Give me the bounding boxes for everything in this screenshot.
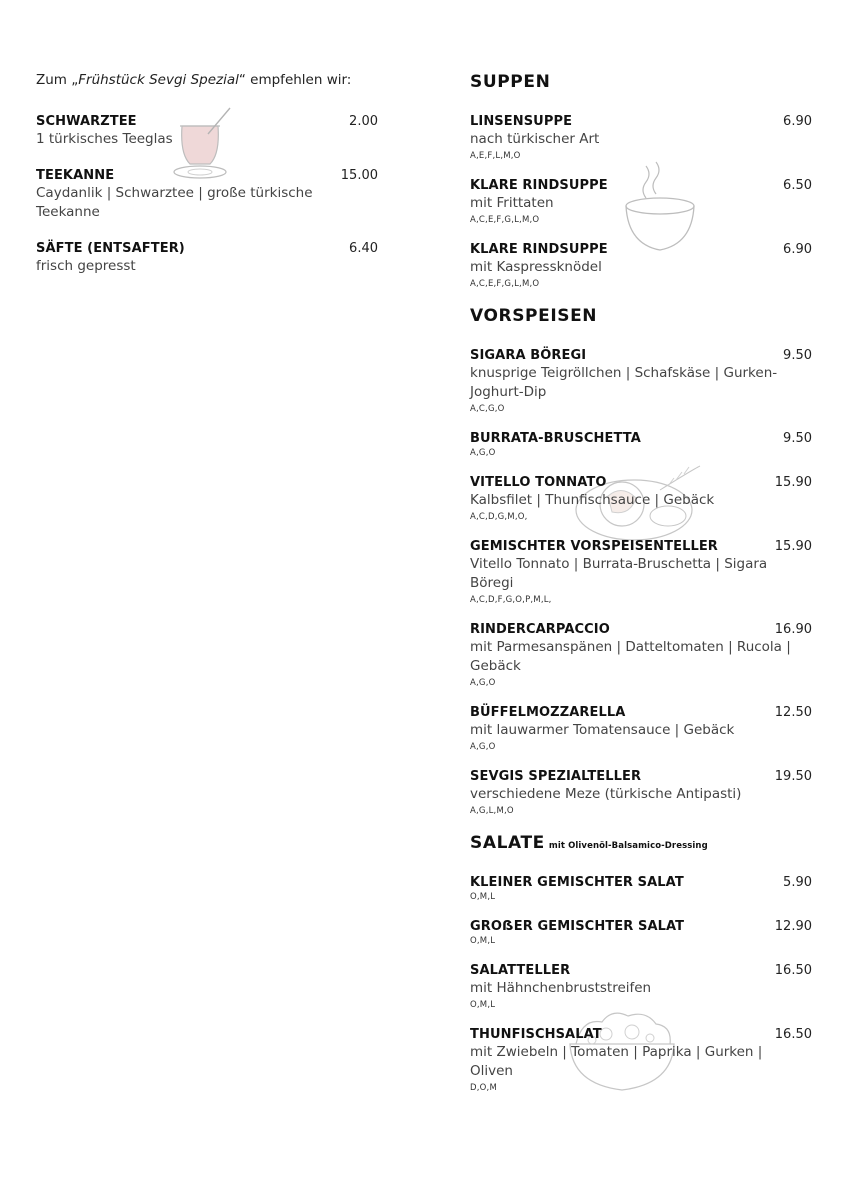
- menu-item: [36, 114, 378, 149]
- menu-item-allergens: A,G,O: [470, 448, 496, 458]
- menu-item-price: 12.90: [774, 919, 812, 934]
- drinks-list: [36, 114, 378, 276]
- menu-item-description: mit Zwiebeln | Tomaten | Paprika | Gurken | Oliven: [470, 1044, 763, 1079]
- menu-item: [470, 622, 812, 688]
- menu-item-name: SCHWARZTEE: [36, 114, 137, 129]
- intro-text: Zum „Frühstück Sevgi Spezial“ empfehlen wir:: [36, 72, 352, 88]
- menu-item-name: SEVGIS SPEZIALTELLER: [470, 769, 642, 784]
- menu-item: [36, 168, 378, 222]
- menu-item-name: THUNFISCHSALAT: [470, 1027, 602, 1042]
- menu-item-row: [470, 622, 812, 637]
- menu-item-description: 1 türkisches Teeglas: [36, 131, 173, 147]
- menu-item: [470, 242, 812, 289]
- right-column: [470, 72, 812, 1110]
- menu-item-name: GEMISCHTER VORSPEISENTELLER: [470, 539, 718, 554]
- menu-item-allergens: A,C,D,F,G,O,P,M,L,: [470, 595, 552, 605]
- menu-item-row: [470, 178, 812, 193]
- menu-item: [470, 431, 812, 458]
- menu-item-row: [36, 168, 378, 183]
- menu-item-row: [470, 705, 812, 720]
- menu-item-name: KLARE RINDSUPPE: [470, 242, 608, 257]
- menu-item-name: GROẞER GEMISCHTER SALAT: [470, 919, 685, 934]
- menu-item-description: verschiedene Meze (türkische Antipasti): [470, 786, 742, 802]
- menu-item: [470, 919, 812, 946]
- section-title: [470, 306, 812, 326]
- menu-item-row: [470, 431, 812, 446]
- menu-item-price: 15.90: [774, 539, 812, 554]
- menu-item: [470, 963, 812, 1010]
- menu-item-row: [470, 1027, 812, 1042]
- menu-item-price: 16.90: [774, 622, 812, 637]
- menu-item-description: mit lauwarmer Tomatensauce | Gebäck: [470, 722, 735, 738]
- menu-item-row: [36, 241, 378, 256]
- menu-item-row: [470, 348, 812, 363]
- menu-item-name: SALATTELLER: [470, 963, 571, 978]
- left-column: [36, 72, 378, 295]
- menu-item-allergens: A,C,E,F,G,L,M,O: [470, 279, 540, 289]
- menu-item-name: BÜFFELMOZZARELLA: [470, 705, 626, 720]
- menu-item-description: Caydanlik | Schwarztee | große türkische Teekanne: [36, 185, 313, 220]
- menu-item-allergens: D,O,M: [470, 1083, 497, 1093]
- menu-item-description: frisch gepresst: [36, 258, 136, 274]
- menu-item-name: VITELLO TONNATO: [470, 475, 607, 490]
- menu-item: [36, 241, 378, 276]
- menu-item-row: [470, 114, 812, 129]
- menu-item: [470, 475, 812, 522]
- menu-item-allergens: A,C,D,G,M,O,: [470, 512, 528, 522]
- menu-item: [470, 705, 812, 752]
- menu-item-name: BURRATA-BRUSCHETTA: [470, 431, 641, 446]
- menu-item-row: [470, 475, 812, 490]
- menu-item-allergens: A,C,G,O: [470, 404, 505, 414]
- menu-item: [470, 178, 812, 225]
- section-title: [470, 833, 812, 853]
- menu-item-name: KLEINER GEMISCHTER SALAT: [470, 875, 684, 890]
- menu-item-description: mit Hähnchenbruststreifen: [470, 980, 652, 996]
- menu-item-price: 12.50: [774, 705, 812, 720]
- menu-item-row: [470, 242, 812, 257]
- menu-item-allergens: O,M,L: [470, 1000, 496, 1010]
- menu-item-allergens: A,G,O: [470, 742, 496, 752]
- menu-item-price: 5.90: [783, 875, 812, 890]
- menu-item-row: [470, 875, 812, 890]
- menu-item-allergens: A,G,L,M,O: [470, 806, 514, 816]
- section-title-text: SALATE: [470, 833, 545, 853]
- menu-item-description: Vitello Tonnato | Burrata-Bruschetta | Sigara Böregi: [470, 556, 768, 591]
- intro-highlight: Frühstück Sevgi Spezial: [78, 72, 239, 88]
- menu-item-name: LINSENSUPPE: [470, 114, 573, 129]
- menu-item-allergens: A,E,F,L,M,O: [470, 151, 521, 161]
- menu-item-name: SIGARA BÖREGI: [470, 348, 587, 363]
- menu-item-name: TEEKANNE: [36, 168, 115, 183]
- menu-item: [470, 348, 812, 414]
- section-title-text: VORSPEISEN: [470, 306, 598, 326]
- menu-item-description: Kalbsfilet | Thunfischsauce | Gebäck: [470, 492, 715, 508]
- menu-item-allergens: A,G,O: [470, 678, 496, 688]
- menu-sections: [470, 72, 812, 1093]
- section-subtitle: mit Olivenöl-Balsamico-Dressing: [548, 841, 708, 851]
- menu-item-price: 6.50: [783, 178, 812, 193]
- menu-item-price: 6.90: [783, 242, 812, 257]
- menu-item: [470, 875, 812, 902]
- menu-item-description: knusprige Teigröllchen | Schafskäse | Gurken-Joghurt-Dip: [470, 365, 778, 400]
- menu-item-description: mit Frittaten: [470, 195, 554, 211]
- menu-item-price: 6.40: [349, 241, 378, 256]
- menu-item-row: [470, 919, 812, 934]
- menu-item-allergens: A,C,E,F,G,L,M,O: [470, 215, 540, 225]
- menu-item-allergens: O,M,L: [470, 892, 496, 902]
- menu-item-price: 15.90: [774, 475, 812, 490]
- menu-item: [470, 114, 812, 161]
- section-title-text: SUPPEN: [470, 72, 551, 92]
- menu-item-row: [36, 114, 378, 129]
- menu-item-row: [470, 539, 812, 554]
- menu-item-name: RINDERCARPACCIO: [470, 622, 610, 637]
- menu-item-name: SÄFTE (ENTSAFTER): [36, 241, 185, 256]
- menu-item-price: 6.90: [783, 114, 812, 129]
- menu-item-description: mit Parmesanspänen | Datteltomaten | Rucola | Gebäck: [470, 639, 791, 674]
- menu-item: [470, 1027, 812, 1093]
- menu-item-name: KLARE RINDSUPPE: [470, 178, 608, 193]
- menu-item-price: 16.50: [774, 963, 812, 978]
- menu-item-description: mit Kaspressknödel: [470, 259, 602, 275]
- menu-item: [470, 539, 812, 605]
- menu-item-row: [470, 769, 812, 784]
- menu-item-price: 9.50: [783, 348, 812, 363]
- menu-item-price: 2.00: [349, 114, 378, 129]
- menu-item-price: 16.50: [774, 1027, 812, 1042]
- menu-item-price: 19.50: [774, 769, 812, 784]
- menu-item-price: 15.00: [340, 168, 378, 183]
- menu-item-row: [470, 963, 812, 978]
- menu-item-allergens: O,M,L: [470, 936, 496, 946]
- section-title: [470, 72, 812, 92]
- menu-item-price: 9.50: [783, 431, 812, 446]
- menu-item-description: nach türkischer Art: [470, 131, 600, 147]
- menu-item: [470, 769, 812, 816]
